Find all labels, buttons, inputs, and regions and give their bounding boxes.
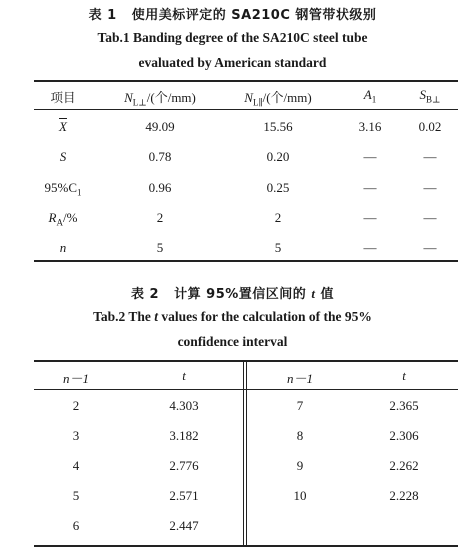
table1-cell: 0.96 [148,180,172,195]
table1-row-label: $\overline{X}$ [59,119,67,134]
table2-bottom-rule [34,545,458,547]
table2-cell: 2.365 [389,398,419,413]
table2-cell: 2.447 [169,518,199,533]
table1-bottom-rule [34,260,458,262]
table1-cell: — [363,210,377,225]
table2-cell: 2 [72,398,80,413]
table1-caption-cn [0,4,465,23]
table1-cell: 2 [156,210,164,225]
table2-cell: 9 [296,458,304,473]
table2-cell: 2.262 [389,458,419,473]
table1-caption-en-line2: evaluated by American standard [138,55,327,70]
table2-cell: 2.571 [169,488,199,503]
table1-cell: 0.20 [266,149,290,164]
table1-cell: 5 [274,240,282,255]
table1-cell: — [423,180,437,195]
table2-header-n-left: n－1 [62,371,89,386]
table1-caption-cn-text: 使用美标评定的 SA210C 钢管带状级别 [131,8,377,23]
table1-cell: 3.16 [358,119,382,134]
table1-header-a1: $A_1$ [363,87,377,105]
table1-row-label: $R_A/\%$ [48,210,78,228]
table2-cell: 2.306 [389,428,419,443]
table2-cell: 4.303 [169,398,199,413]
table2-header-t-right: t [402,368,406,383]
table2-caption-cn-number: 表 2 [130,287,160,302]
table2-cell: 6 [72,518,80,533]
table2-cell: 7 [296,398,304,413]
table1-header-sb: $S_{B\perp}$ [419,87,441,105]
table1-cell: — [363,180,377,195]
table1-top-rule [34,80,458,82]
table1-cell: — [363,149,377,164]
table1-row-label: S [59,149,67,164]
table2-caption-cn: 表 2 计算 95%置信区间的 t 值 [130,286,334,302]
table1-caption-cn-number: 表 1 [88,8,117,23]
table1-cell: — [423,210,437,225]
table1-header-rule [34,109,458,110]
table2-cell: 3 [72,428,80,443]
table2-cell: 3.182 [169,428,199,443]
table2-cell: 4 [72,458,80,473]
table1-cell: 49.09 [145,119,175,134]
table1-cell: 15.56 [263,119,293,134]
table1-header-n-par: $N_{L\parallel}/$(个/mm) [244,90,312,108]
table1-cell: 0.78 [148,149,172,164]
table1-header-n-perp: $N_{L\perp}/$(个/mm) [124,90,196,108]
table1-cell: — [363,240,377,255]
table2-header-n-right: n－1 [286,371,313,386]
table2-cell: 10 [293,488,307,503]
table1-cell: 0.25 [266,180,290,195]
table1-cell: — [423,240,437,255]
table2-header-rule [34,389,458,390]
table2-cell: 8 [296,428,304,443]
table1-cell: — [423,149,437,164]
table2-cell: 2.776 [169,458,199,473]
table1-cell: 2 [274,210,282,225]
table2-header-t-left: t [182,368,186,383]
table2-caption-en-line1: Tab.2 The t values for the calculation of the 95% [93,309,372,324]
table1-caption-en-line1: Tab.1 Banding degree of the SA210C steel tube [97,30,368,45]
table1-cell: 0.02 [418,119,442,134]
table1-row-label: n [59,240,67,255]
table1-header-item: 项目 [50,90,76,105]
table2-cell: 2.228 [389,488,419,503]
table2-cell: 5 [72,488,80,503]
table1-cell: 5 [156,240,164,255]
table2-caption-en-line2: confidence interval [177,334,288,349]
table1-row-label: $95\%C_1$ [44,180,82,198]
